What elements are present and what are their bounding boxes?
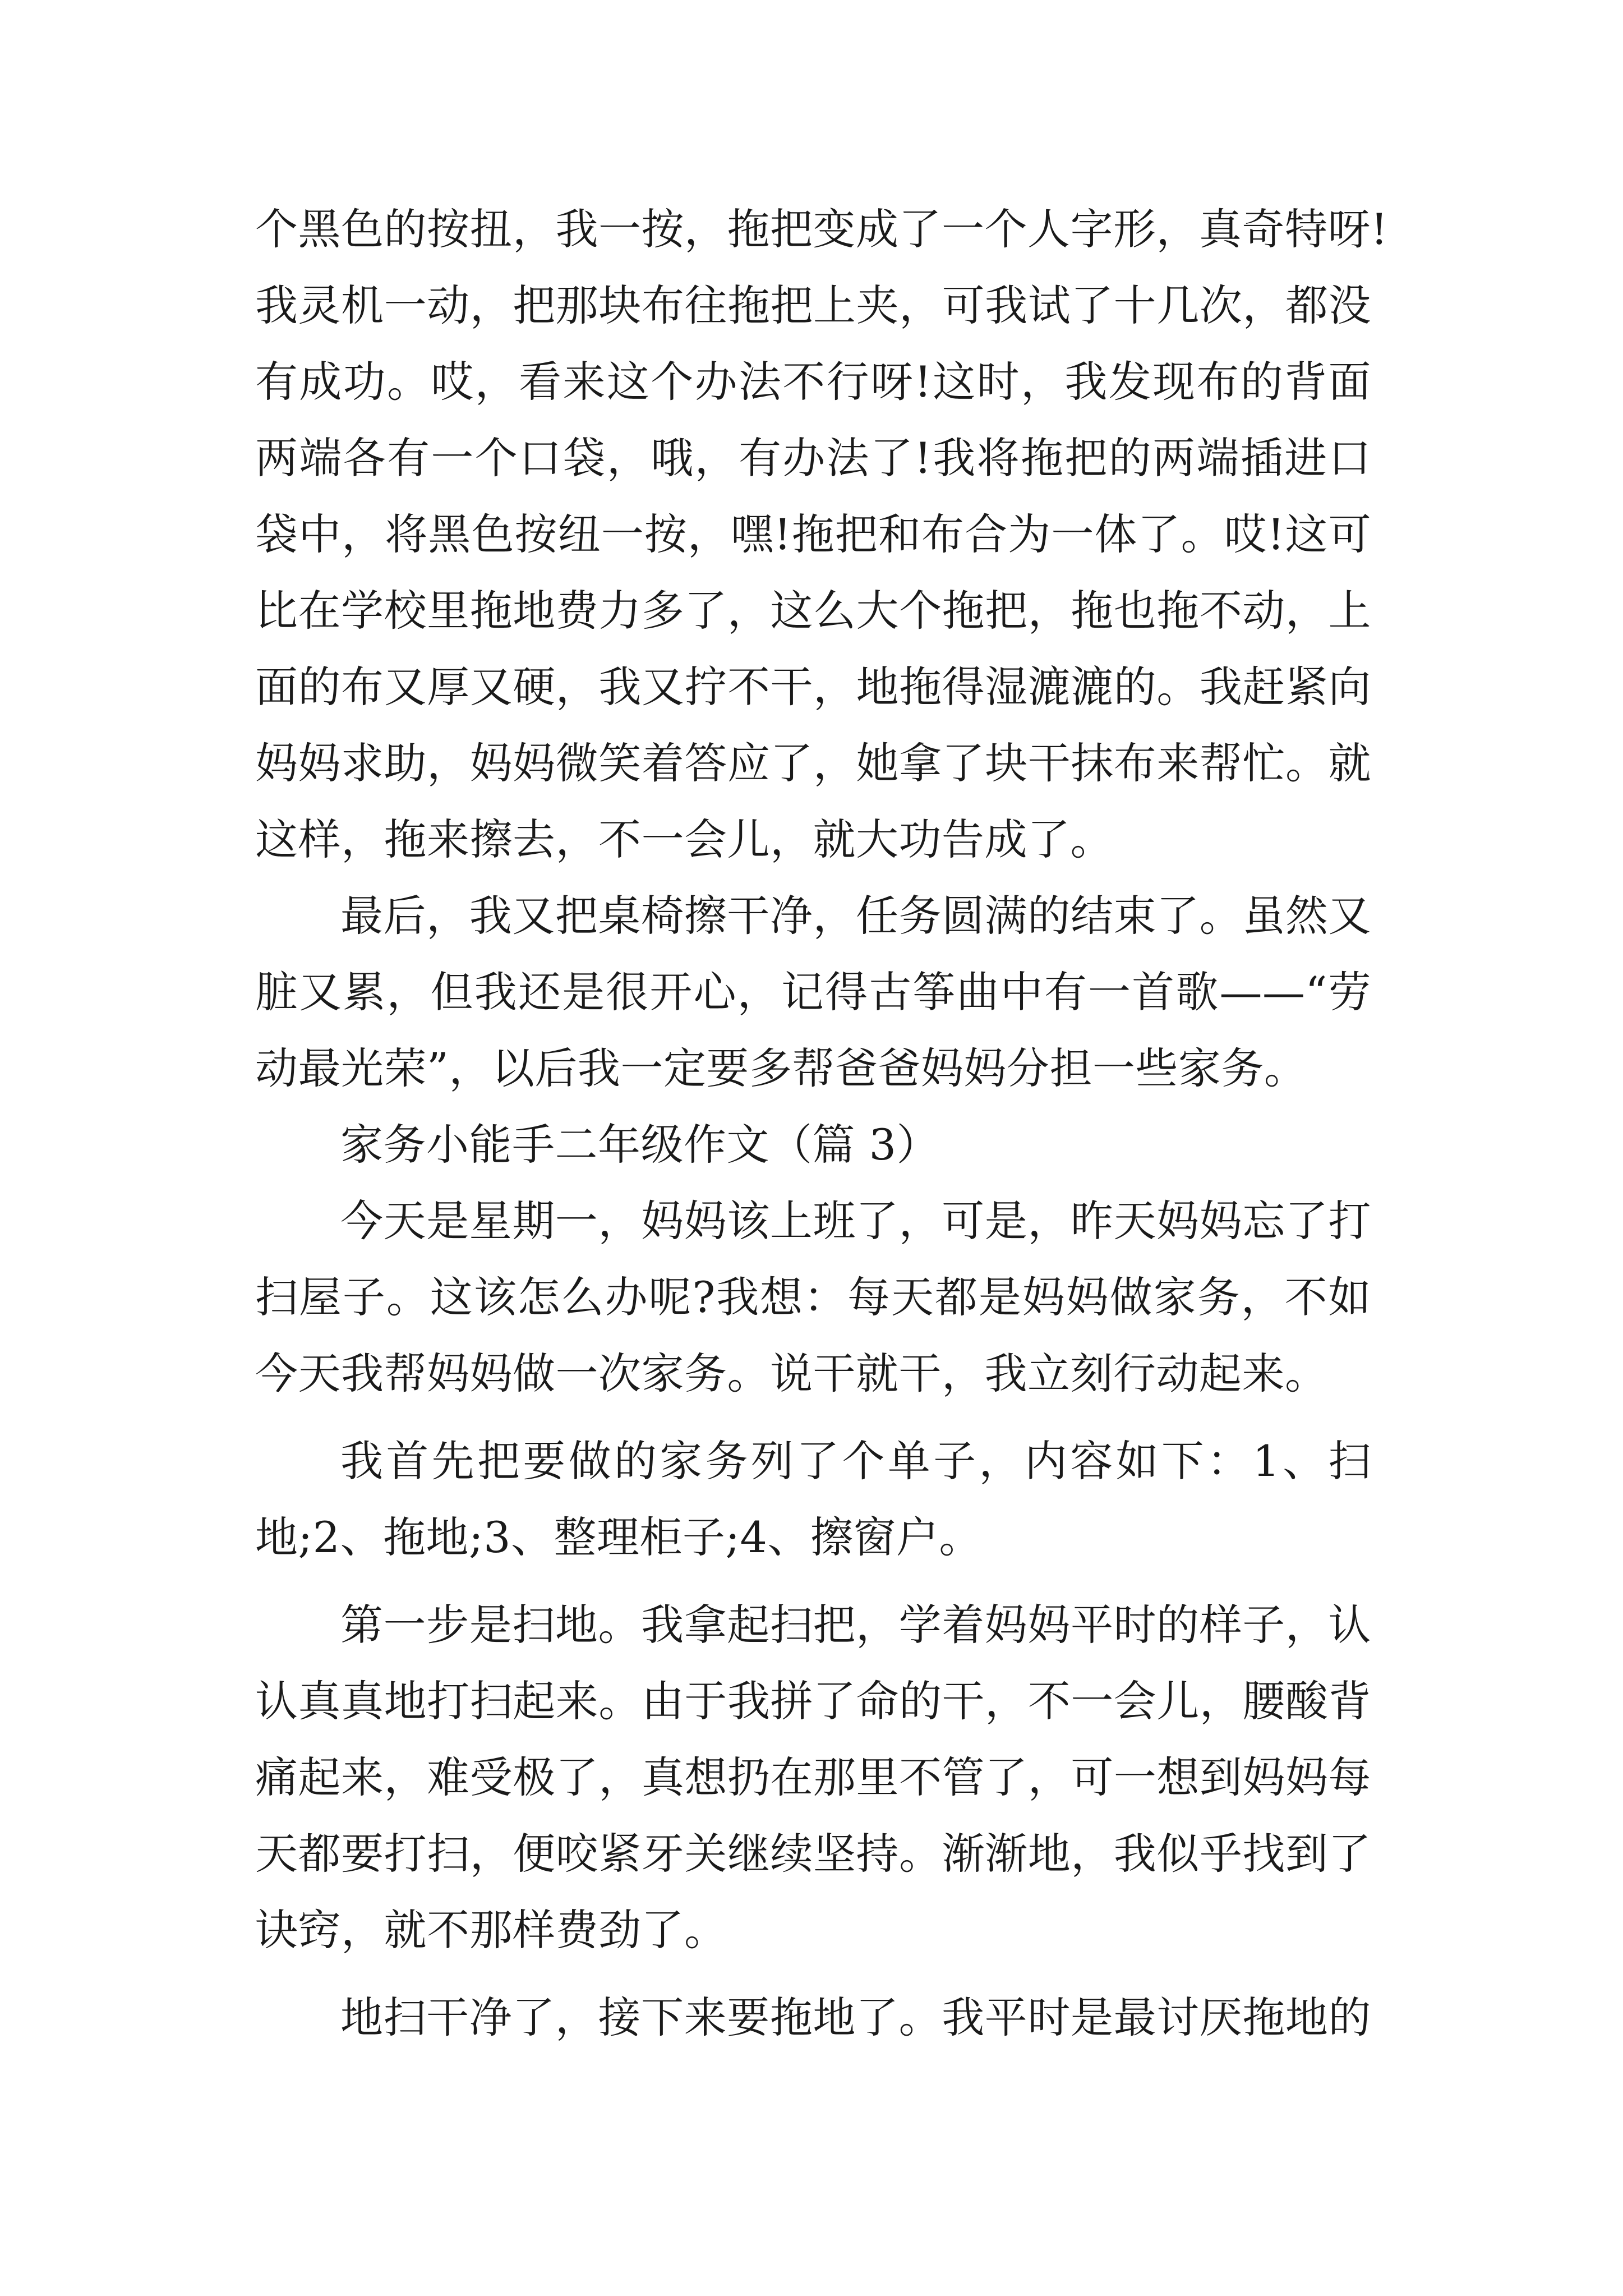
text-line: 比在学校里拖地费力多了，这么大个拖把，拖也拖不动，上	[255, 586, 1371, 636]
text-line: 袋中，将黑色按纽一按，嘿!拖把和布合为一体了。哎!这可	[255, 509, 1371, 559]
text-line: 这样，拖来擦去，不一会儿，就大功告成了。	[255, 815, 1113, 864]
text-line: 动最光荣”，以后我一定要多帮爸爸妈妈分担一些家务。	[255, 1043, 1307, 1093]
text-line: 两端各有一个口袋，哦，有办法了!我将拖把的两端插进口	[255, 433, 1371, 483]
text-line: 认真真地打扫起来。由于我拼了命的干，不一会儿，腰酸背	[255, 1676, 1371, 1726]
text-line: 痛起来，难受极了，真想扔在那里不管了，可一想到妈妈每	[255, 1752, 1371, 1802]
paragraph-first-line: 第一步是扫地。我拿起扫把，学着妈妈平时的样子，认	[340, 1600, 1371, 1650]
paragraph-first-line: 地扫干净了，接下来要拖地了。我平时是最讨厌拖地的	[340, 1993, 1371, 2042]
text-line: 诀窍，就不那样费劲了。	[255, 1905, 727, 1955]
paragraph-first-line: 最后，我又把桌椅擦干净，任务圆满的结束了。虽然又	[340, 891, 1371, 941]
text-line: 天都要打扫，便咬紧牙关继续坚持。渐渐地，我似乎找到了	[255, 1829, 1371, 1879]
paragraph-first-line: 我首先把要做的家务列了个单子，内容如下：1、扫	[340, 1436, 1371, 1486]
text-line: 面的布又厚又硬，我又拧不干，地拖得湿漉漉的。我赶紧向	[255, 662, 1371, 712]
text-line: 地;2、拖地;3、整理柜子;4、擦窗户。	[255, 1512, 982, 1562]
text-line: 有成功。哎，看来这个办法不行呀!这时，我发现布的背面	[255, 357, 1371, 407]
text-line: 妈妈求助，妈妈微笑着答应了，她拿了块干抹布来帮忙。就	[255, 738, 1371, 788]
text-line: 扫屋子。这该怎么办呢?我想：每天都是妈妈做家务，不如	[255, 1272, 1371, 1322]
paragraph-first-line: 今天是星期一，妈妈该上班了，可是，昨天妈妈忘了打	[340, 1196, 1371, 1246]
text-line: 我灵机一动，把那块布往拖把上夹，可我试了十几次，都没	[255, 280, 1371, 330]
section-heading: 家务小能手二年级作文（篇 3）	[340, 1120, 940, 1170]
text-line: 今天我帮妈妈做一次家务。说干就干，我立刻行动起来。	[255, 1349, 1328, 1398]
text-line: 脏又累，但我还是很开心，记得古筝曲中有一首歌——“劳	[255, 967, 1371, 1017]
text-line: 个黑色的按扭，我一按，拖把变成了一个人字形，真奇特呀!	[255, 204, 1389, 254]
